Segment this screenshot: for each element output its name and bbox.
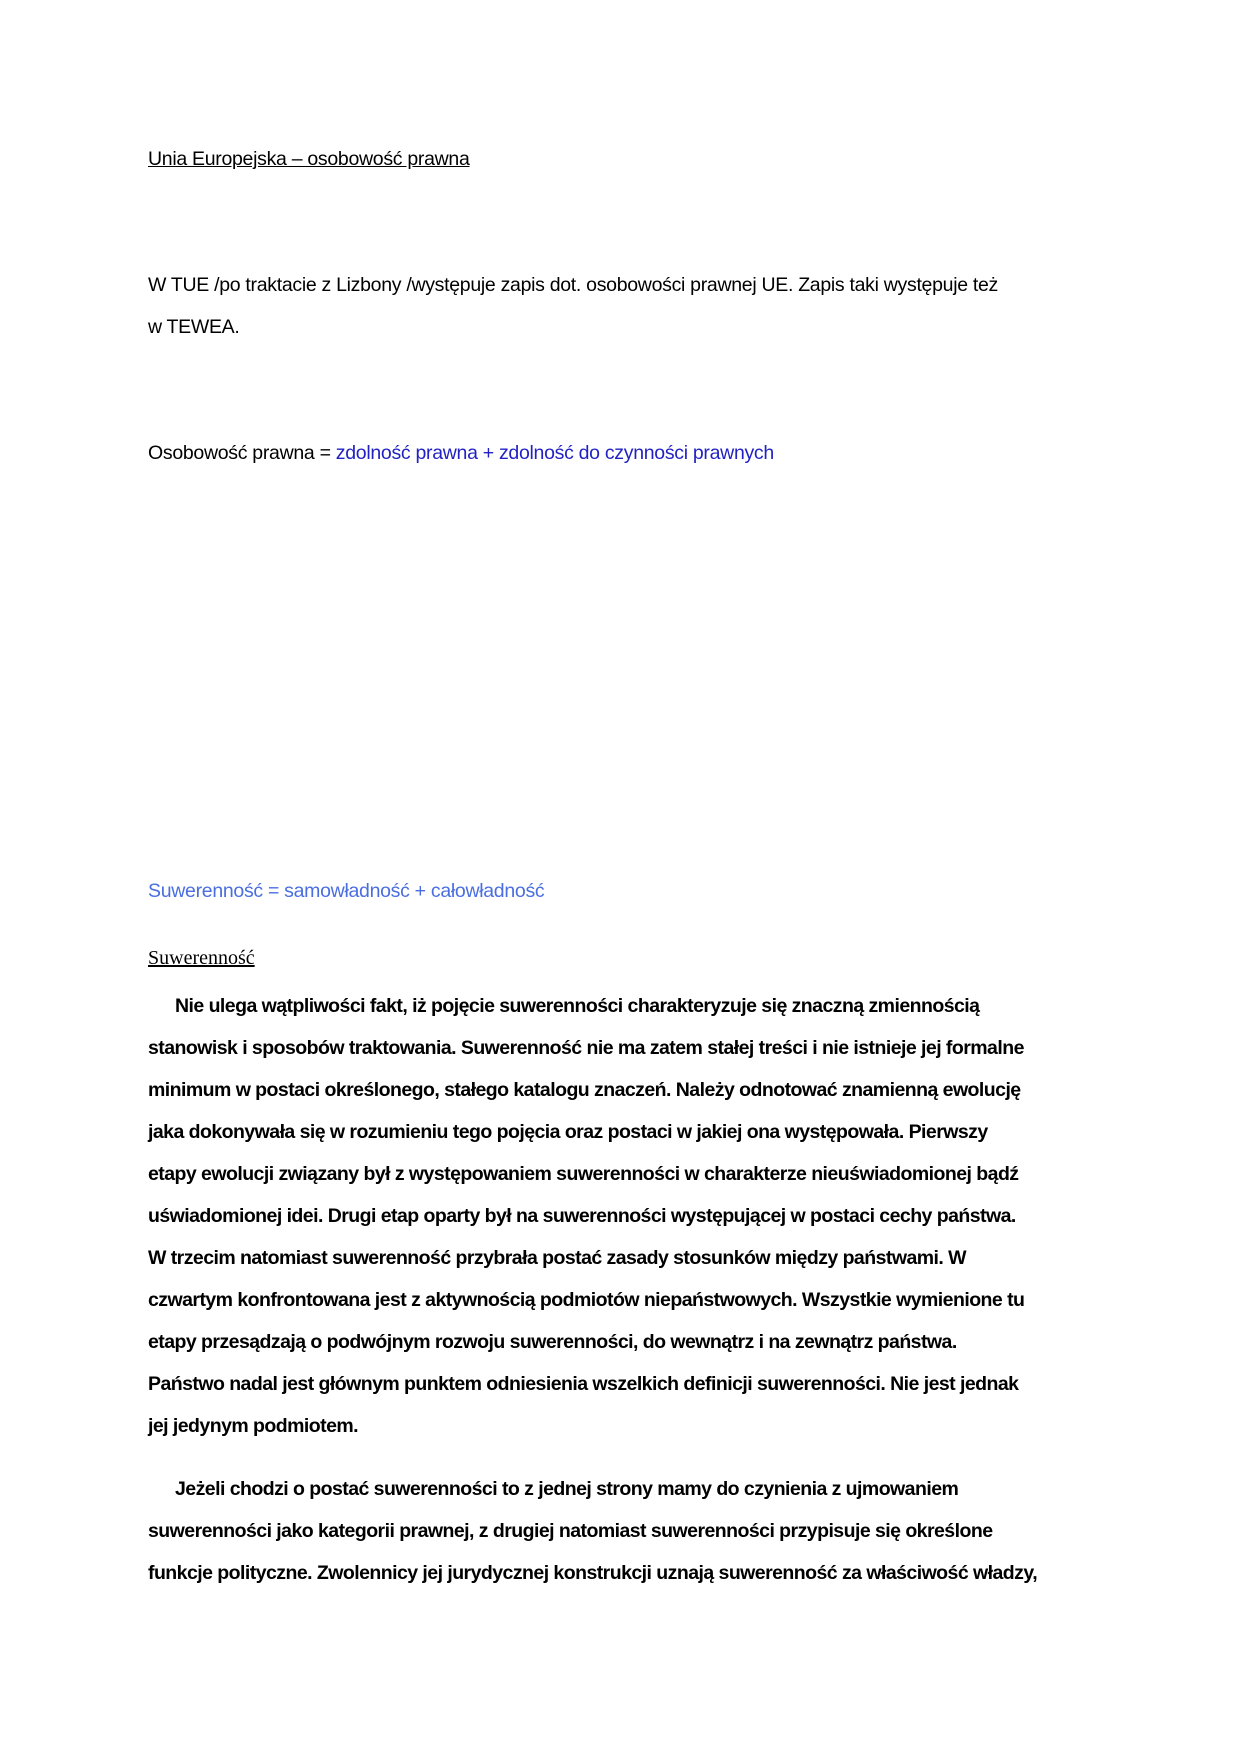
paragraph-2 — [148, 1468, 1108, 1594]
paragraph-line: etapy ewolucji związany był z występowaniem suwerenności w charakterze nieuświadomionej bądź — [148, 1163, 1019, 1185]
paragraph-line: suwerenności jako kategorii prawnej, z drugiej natomiast suwerenności przypisuje się określone — [148, 1520, 993, 1542]
paragraph-line: stanowisk i sposobów traktowania. Suwerenność nie ma zatem stałej treści i nie istnieje jej formalne — [148, 1037, 1024, 1059]
paragraph-line: Państwo nadal jest głównym punktem odniesienia wszelkich definicji suwerenności. Nie jest jednak — [148, 1373, 1019, 1395]
section-heading: Suwerenność — [148, 947, 255, 969]
paragraph-line: Jeżeli chodzi o postać suwerenności to z jednej strony mamy do czynienia z ujmowaniem — [175, 1478, 959, 1500]
document-title: Unia Europejska – osobowość prawna — [148, 148, 470, 170]
paragraph-line: minimum w postaci określonego, stałego katalogu znaczeń. Należy odnotować znamienną ewolucję — [148, 1079, 1021, 1101]
paragraph-line: uświadomionej idei. Drugi etap oparty był na suwerenności występującej w postaci cechy państwa. — [148, 1205, 1016, 1227]
formula-term-capacity-to-act: zdolność do czynności prawnych — [498, 442, 774, 464]
paragraph-line: jaka dokonywała się w rozumieniu tego pojęcia oraz postaci w jakiej ona występowała. Pierwszy — [148, 1121, 988, 1143]
intro-line-1: W TUE /po traktacie z Lizbony /występuje zapis dot. osobowości prawnej UE. Zapis taki występuje też — [148, 274, 999, 296]
paragraph-line: czwartym konfrontowana jest z aktywnością podmiotów niepaństwowych. Wszystkie wymienione tu — [148, 1289, 1025, 1311]
paragraph-line: funkcje polityczne. Zwolennicy jej jurydycznej konstrukcji uznają suwerenność za właściwość władzy, — [148, 1562, 1038, 1584]
paragraph-line: W trzecim natomiast suwerenność przybrała postać zasady stosunków między państwami. W — [148, 1247, 966, 1269]
formula-lhs: Osobowość prawna = — [148, 442, 336, 464]
paragraph-line: Nie ulega wątpliwości fakt, iż pojęcie suwerenności charakteryzuje się znaczną zmiennością — [175, 995, 980, 1017]
intro-line-2: w TEWEA. — [148, 316, 240, 338]
paragraph-1 — [148, 985, 1108, 1447]
paragraph-line: etapy przesądzają o podwójnym rozwoju suwerenności, do wewnątrz i na zewnątrz państwa. — [148, 1331, 957, 1353]
formula-plus: + — [477, 442, 499, 464]
paragraph-line: jej jedynym podmiotem. — [148, 1415, 359, 1437]
legal-personality-formula — [148, 442, 774, 465]
formula-term-legal-capacity: zdolność prawna — [335, 442, 478, 464]
sovereignty-formula: Suwerenność = samowładność + całowładność — [148, 880, 545, 902]
